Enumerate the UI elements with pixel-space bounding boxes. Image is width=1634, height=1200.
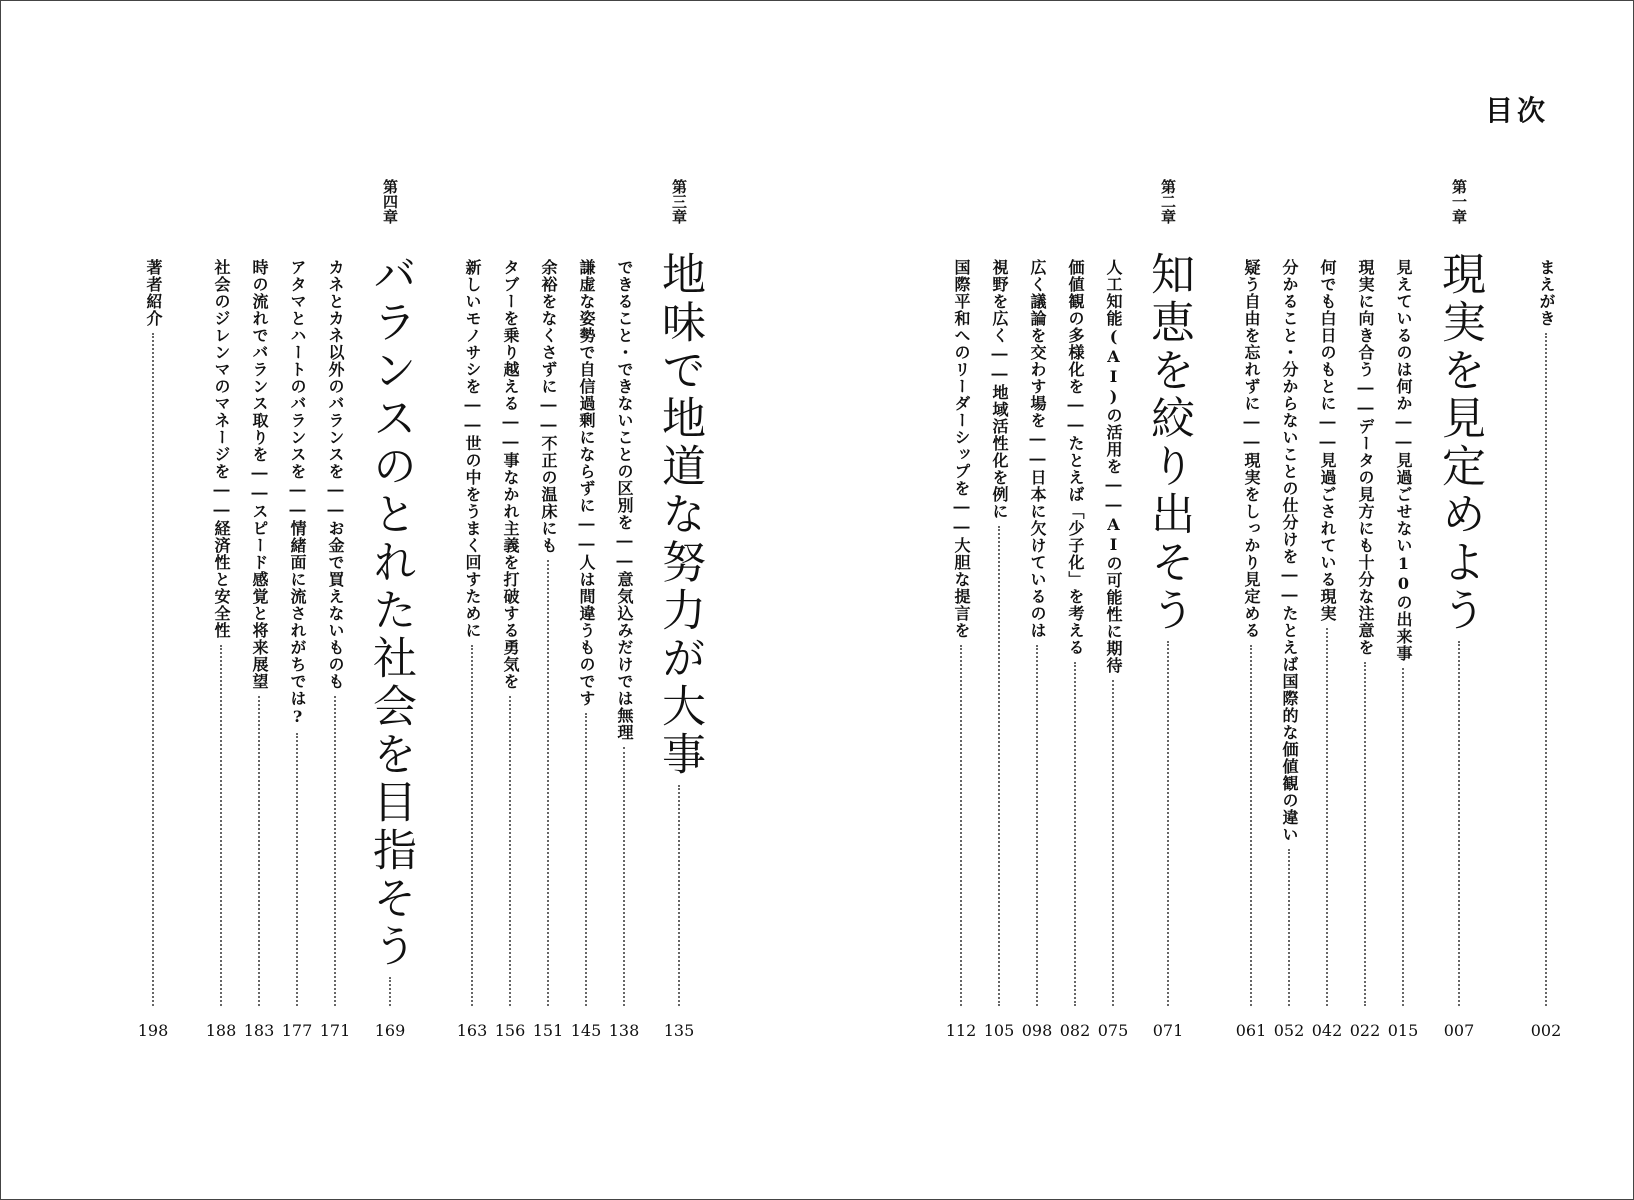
page-number: 138: [608, 1021, 640, 1040]
page-number: 151: [532, 1021, 564, 1040]
leader-dots: [678, 785, 680, 1006]
page-number: 112: [945, 1021, 977, 1040]
leader-dots: [471, 645, 473, 1006]
entry-title: まえがき: [1537, 259, 1556, 327]
leader-dots: [1364, 662, 1366, 1006]
leader-dots: [389, 977, 391, 1006]
page-number: 052: [1273, 1021, 1305, 1040]
chapter-label: 第二章: [1159, 179, 1177, 224]
entry-title: 人工知能(AI)の活用を――AIの可能性に期待: [1104, 259, 1123, 674]
leader-dots: [152, 333, 154, 1006]
leader-dots: [296, 733, 298, 1006]
entry-title: 社会のジレンマのマネージを――経済性と安全性: [212, 259, 231, 639]
leader-dots: [1250, 645, 1252, 1006]
toc-title: 目次: [1484, 94, 1549, 127]
leader-dots: [1112, 680, 1114, 1006]
page-number: 135: [663, 1021, 695, 1040]
page-number: 007: [1443, 1021, 1475, 1040]
chapter-title: バランスのとれた社会を目指そう: [365, 251, 416, 971]
page-number: 098: [1021, 1021, 1053, 1040]
leader-dots: [1288, 849, 1290, 1006]
page-number: 171: [319, 1021, 351, 1040]
leader-dots: [1458, 641, 1460, 1006]
chapter-title: 地味で地道な努力が大事: [654, 251, 705, 779]
entry-title: 疑う自由を忘れずに――現実をしっかり見定める: [1242, 259, 1261, 639]
entry-title: 国際平和へのリーダーシップを――大胆な提言を: [952, 259, 971, 639]
page-number: 188: [205, 1021, 237, 1040]
entry-title: タブーを乗り越える――事なかれ主義を打破する勇気を: [501, 259, 520, 690]
page-number: 105: [983, 1021, 1015, 1040]
entry-title: 著者紹介: [144, 259, 163, 327]
entry-title: 時の流れでバランス取りを――スピード感覚と将来展望: [250, 259, 269, 690]
page-number: 015: [1387, 1021, 1419, 1040]
entry-title: 見えているのは何か――見過ごせない10の出来事: [1394, 259, 1413, 662]
leader-dots: [547, 560, 549, 1006]
page-number: 082: [1059, 1021, 1091, 1040]
entry-title: アタマとハートのバランスを――情緒面に流されがちでは?: [288, 259, 307, 727]
page-number: 198: [137, 1021, 169, 1040]
leader-dots: [1074, 662, 1076, 1006]
page-number: 183: [243, 1021, 275, 1040]
page-number: 002: [1530, 1021, 1562, 1040]
chapter-label: 第三章: [670, 179, 688, 224]
page-number: 075: [1097, 1021, 1129, 1040]
leader-dots: [258, 696, 260, 1006]
page-number: 156: [494, 1021, 526, 1040]
chapter-title: 現実を見定めよう: [1434, 251, 1485, 635]
leader-dots: [1326, 628, 1328, 1006]
page-number: 169: [374, 1021, 406, 1040]
entry-title: カネとカネ以外のバランスを――お金で買えないものも: [326, 259, 345, 690]
leader-dots: [1402, 668, 1404, 1006]
page-number: 163: [456, 1021, 488, 1040]
leader-dots: [998, 526, 1000, 1006]
page-number: 061: [1235, 1021, 1267, 1040]
entry-title: できること・できないことの区別を――意気込みだけでは無理: [615, 259, 634, 741]
page-number: 177: [281, 1021, 313, 1040]
page-number: 071: [1152, 1021, 1184, 1040]
entry-title: 分かること・分からないことの仕分けを――たとえば国際的な価値観の違い: [1280, 259, 1299, 843]
entry-title: 価値観の多様化を――たとえば「少子化」を考える: [1066, 259, 1085, 656]
page-number: 145: [570, 1021, 602, 1040]
leader-dots: [1545, 333, 1547, 1006]
leader-dots: [585, 713, 587, 1006]
entry-title: 現実に向き合う――データの見方にも十分な注意を: [1356, 259, 1375, 656]
leader-dots: [220, 645, 222, 1006]
leader-dots: [1167, 641, 1169, 1006]
entry-title: 何でも白日のもとに――見過ごされている現実: [1318, 259, 1337, 622]
chapter-label: 第四章: [381, 179, 399, 224]
entry-title: 視野を広く――地域活性化を例に: [990, 259, 1009, 520]
entry-title: 新しいモノサシを――世の中をうまく回すために: [463, 259, 482, 639]
chapter-label: 第一章: [1450, 179, 1468, 224]
leader-dots: [623, 747, 625, 1006]
leader-dots: [1036, 645, 1038, 1006]
entry-title: 余裕をなくさずに――不正の温床にも: [539, 259, 558, 554]
leader-dots: [509, 696, 511, 1006]
page-number: 022: [1349, 1021, 1381, 1040]
leader-dots: [960, 645, 962, 1006]
page-number: 042: [1311, 1021, 1343, 1040]
chapter-title: 知恵を絞り出そう: [1143, 251, 1194, 635]
leader-dots: [334, 696, 336, 1006]
entry-title: 謙虚な姿勢で自信過剰にならずに――人は間違うものです: [577, 259, 596, 707]
entry-title: 広く議論を交わす場を――日本に欠けているのは: [1028, 259, 1047, 639]
